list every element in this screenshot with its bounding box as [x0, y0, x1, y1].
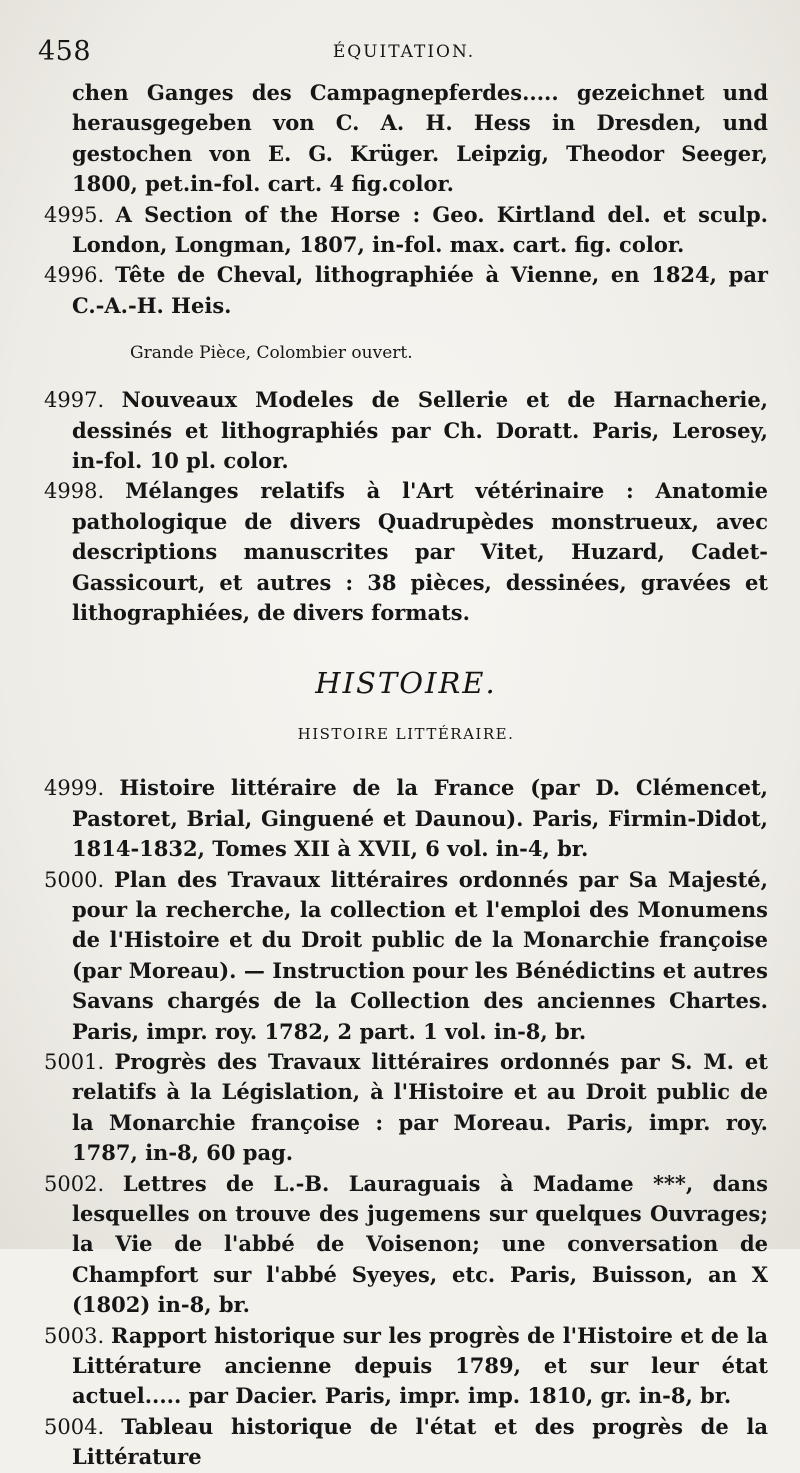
page-header: [38, 36, 770, 70]
subsection-title: HISTOIRE LITTÉRAIRE.: [297, 724, 515, 743]
entry-text: A Section of the Horse : Geo. Kirtland del. et sculp. London, Longman, 1807, in-fol. max. cart. fig. color.: [72, 201, 768, 258]
catalog-entry: [72, 78, 768, 200]
catalog-entry: [44, 1321, 768, 1412]
catalog-entry: [44, 385, 768, 476]
entry-note: Grande Pièce, Colombier ouvert.: [130, 343, 413, 364]
entry-number: 4998.: [44, 479, 105, 504]
entry-text: Rapport historique sur les progrès de l'Histoire et de la Littérature ancienne depuis 1789, et sur leur état actuel..... par Dacier. Paris, impr. imp. 1810, gr. in-8, br.: [72, 1322, 768, 1409]
entry-number: 5000.: [44, 867, 105, 892]
entry-number: 4997.: [44, 388, 105, 413]
running-title: ÉQUITATION.: [332, 42, 476, 62]
entry-number: 5004.: [44, 1414, 105, 1439]
section-title: HISTOIRE.: [315, 665, 497, 700]
catalog-entry: [44, 1047, 768, 1169]
entry-text: Tableau historique de l'état et des progrès de la Littérature: [72, 1413, 768, 1470]
catalog-entry: [44, 1412, 768, 1473]
entry-text: Histoire littéraire de la France (par D. Clémencet, Pastoret, Brial, Ginguené et Daunou). Paris, Firmin-Didot, 1814-1832, Tomes XII à XVII, 6 vol. in-4, br.: [72, 775, 768, 862]
page-body: [44, 78, 768, 1473]
entry-text: Plan des Travaux littéraires ordonnés par Sa Majesté, pour la recherche, la collection et l'emploi des Monumens de l'Histoire et du Droit public de la Monarchie françoise (par Moreau). — Instruction pour les Bénédictins et autres Savans chargés de la Collection des anciennes Chartes. Paris, impr. roy. 1782, 2 part. 1 vol. in-8, br.: [72, 866, 768, 1044]
catalog-entry: [44, 773, 768, 864]
entry-number: 5002.: [44, 1171, 105, 1196]
entry-number: 5001.: [44, 1049, 105, 1074]
catalog-entry: [44, 200, 768, 261]
catalog-entry: [44, 476, 768, 628]
entry-text: Tête de Cheval, lithographiée à Vienne, en 1824, par C.-A.-H. Heis.: [72, 262, 768, 318]
entry-text: Mélanges relatifs à l'Art vétérinaire : Anatomie pathologique de divers Quadrupèdes monstrueux, avec descriptions manuscrites par Vitet, Huzard, Cadet-Gassicourt, et autres : 38 pièces, dessinées, gravées et lithographiées, de divers formats.: [72, 478, 768, 626]
catalog-entry: [44, 1169, 768, 1321]
entry-number: 4999.: [44, 776, 105, 801]
entry-text: Lettres de L.-B. Lauraguais à Madame ***, dans lesquelles on trouve des jugemens sur quelques Ouvrages; la Vie de l'abbé de Voisenon; une conversation de Champfort sur l'abbé Syeyes, etc. Paris, Buisson, an X (1802) in-8, br.: [72, 1170, 768, 1318]
catalog-entry: [44, 260, 768, 321]
entry-text: chen Ganges des Campagnepferdes..... gezeichnet und herausgegeben von C. A. H. Hess in Dresden, und gestochen von E. G. Krüger. Leipzig, Theodor Seeger, 1800, pet.in-fol. cart. 4 fig.color.: [72, 80, 768, 197]
entry-number: 4996.: [44, 263, 105, 288]
entry-text: Nouveaux Modeles de Sellerie et de Harnacherie, dessinés et lithographiés par Ch. Doratt. Paris, Lerosey, in-fol. 10 pl. color.: [72, 387, 768, 474]
entry-text: Progrès des Travaux littéraires ordonnés par S. M. et relatifs à la Législation, à l'Histoire et au Droit public de la Monarchie françoise : par Moreau. Paris, impr. roy. 1787, in-8, 60 pag.: [72, 1048, 768, 1166]
entry-number: 4995.: [44, 202, 105, 227]
catalog-entry: [44, 865, 768, 1047]
page-number: 458: [38, 36, 92, 67]
entry-number: 5003.: [44, 1323, 105, 1348]
